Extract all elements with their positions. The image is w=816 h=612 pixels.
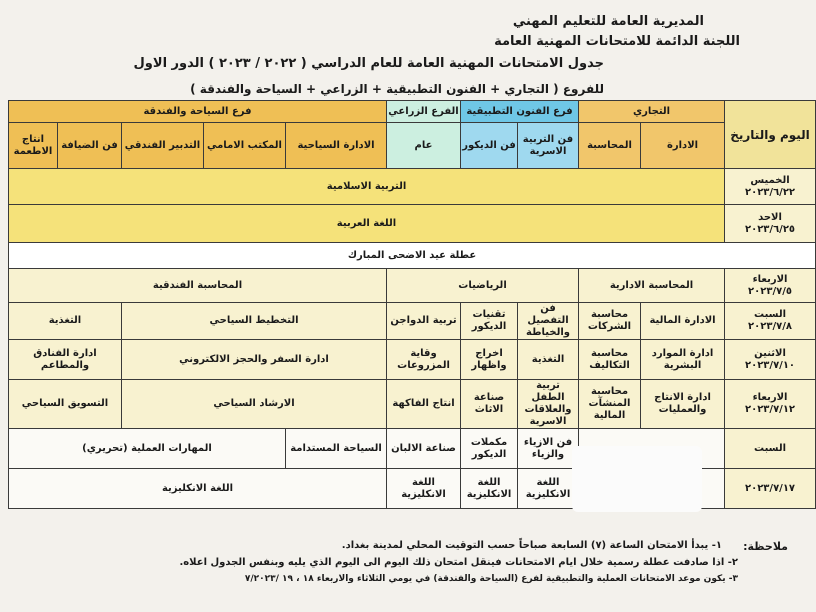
sub-front-office: المكتب الامامي [204, 123, 286, 169]
subject-poultry: تربية الدواجن [387, 303, 461, 340]
subject-tourism-planning: التخطيط السياحي [122, 303, 387, 340]
day-cell: الاربعاء ٢٠٢٣/٧/٥ [725, 269, 816, 303]
note-3: ٣- يكون موعد الامتحانات العملية والتطبيقية لفرع (السياحة والفندقة) في يومي الثلاثاء والاربعاء ١٨ ، ١٩ /٧/٢٠٢٣ [244, 574, 738, 584]
obscured-region [572, 446, 702, 512]
committee-title: اللجنة الدائمة للامتحانات المهنية العامة [494, 34, 740, 49]
subject-dairy-industry: صناعة الالبان [387, 429, 461, 469]
day-cell: الخميس ٢٠٢٣/٦/٢٢ [725, 169, 816, 205]
subject-decor-accessories: مكملات الديكور [461, 429, 518, 469]
subject-sustainable-tourism: السياحة المستدامة [286, 429, 387, 469]
day-cell: السبت [725, 429, 816, 469]
schedule-title: جدول الامتحانات المهنية العامة للعام الدراسي ( ٢٠٢٢ / ٢٠٢٣ ) الدور الاول [133, 56, 604, 71]
subject-english-decor: اللغة الانكليزية [461, 469, 518, 509]
subject-plant-protection: وقاية المزروعات [387, 340, 461, 380]
subject-fashion: فن الازياء والزياء [518, 429, 579, 469]
subject-mathematics: الرياضيات [387, 269, 579, 303]
day-cell: ٢٠٢٣/٧/١٧ [725, 469, 816, 509]
subject-english-family: اللغة الانكليزية [518, 469, 579, 509]
day-cell: الاربعاء ٢٠٢٣/٧/١٢ [725, 380, 816, 429]
sub-tourism-admin: الادارة السياحية [286, 123, 387, 169]
subject-tourism-marketing: التسويق السياحي [9, 380, 122, 429]
subject-english-agri: اللغة الانكليزية [387, 469, 461, 509]
subject-company-accounting: محاسبة الشركات [579, 303, 641, 340]
sub-hotel-management: التدبير الفندقي [122, 123, 204, 169]
subject-tour-guiding: الارشاد السياحي [122, 380, 387, 429]
day-cell: السبت ٢٠٢٣/٧/٨ [725, 303, 816, 340]
subject-english-tourism: اللغة الانكليزية [9, 469, 387, 509]
directorate-title: المديرية العامة للتعليم المهني [512, 14, 704, 29]
subject-fruit-production: انتاج الفاكهة [387, 380, 461, 429]
subject-hotel-accounting: المحاسبة الفندقية [9, 269, 387, 303]
sub-accounting: المحاسبة [579, 123, 641, 169]
sub-general: عام [387, 123, 461, 169]
sub-food-production: انتاج الاطعمة [9, 123, 58, 169]
notes-label: ملاحظة: [743, 540, 788, 553]
subject-child-family: تربية الطفل والعلاقات الاسرية [518, 380, 579, 429]
holiday-row: عطلة عيد الاضحى المبارك [9, 243, 816, 269]
day-date-header: اليوم والتاريخ [725, 101, 816, 169]
subject-production-operations: ادارة الانتاج والعمليات [641, 380, 725, 429]
subject-hotel-restaurant-mgmt: ادارة الفنادق والمطاعم [9, 340, 122, 380]
subject-practical-skills: المهارات العملية (تحريري) [9, 429, 286, 469]
subject-travel-booking: ادارة السفر والحجز الالكتروني [122, 340, 387, 380]
subject-islamic-education: التربية الاسلامية [9, 169, 725, 205]
branch-agricultural: الفرع الزراعي [387, 101, 461, 123]
sub-admin: الادارة [641, 123, 725, 169]
subject-tailoring: فن التفصيل والخياطة [518, 303, 579, 340]
subject-financial-institutions-accounting: محاسبة المنشآت المالية [579, 380, 641, 429]
branch-applied-arts: فرع الفنون التطبيقية [461, 101, 579, 123]
subject-managerial-accounting: المحاسبة الادارية [579, 269, 725, 303]
subject-decor-tech: تقنيات الديكور [461, 303, 518, 340]
subject-layout-display: اخراج واظهار [461, 340, 518, 380]
day-cell: الاحد ٢٠٢٣/٦/٢٥ [725, 205, 816, 243]
branch-tourism: فرع السياحة والفندقة [9, 101, 387, 123]
subject-arabic-language: اللغة العربية [9, 205, 725, 243]
day-cell: الاثنين ٢٠٢٣/٧/١٠ [725, 340, 816, 380]
note-1: ١- يبدأ الامتحان الساعة (٧) السابعة صباحاً حسب التوقيت المحلي لمدينة بغداد. [341, 540, 722, 551]
note-2: ٢- اذا صادفت عطلة رسمية خلال ايام الامتحانات فينقل امتحان ذلك اليوم الى اليوم الذي يليه وبنفس الجدول اعلاه. [179, 557, 738, 568]
subject-furniture-making: صناعة الاثاث [461, 380, 518, 429]
sub-family-education: فن التربية الاسرية [518, 123, 579, 169]
sub-hospitality: فن الضيافة [58, 123, 122, 169]
subject-financial-management: الادارة المالية [641, 303, 725, 340]
subject-nutrition-arts: التغذية [518, 340, 579, 380]
subject-hr-management: ادارة الموارد البشرية [641, 340, 725, 380]
sub-decor: فن الديكور [461, 123, 518, 169]
subject-cost-accounting: محاسبة التكاليف [579, 340, 641, 380]
subject-nutrition: التغذية [9, 303, 122, 340]
branch-commercial: التجاري [579, 101, 725, 123]
branches-subtitle: للفروع ( التجاري + الفنون التطبيقية + الزراعي + السياحة والفندقة ) [190, 82, 604, 96]
